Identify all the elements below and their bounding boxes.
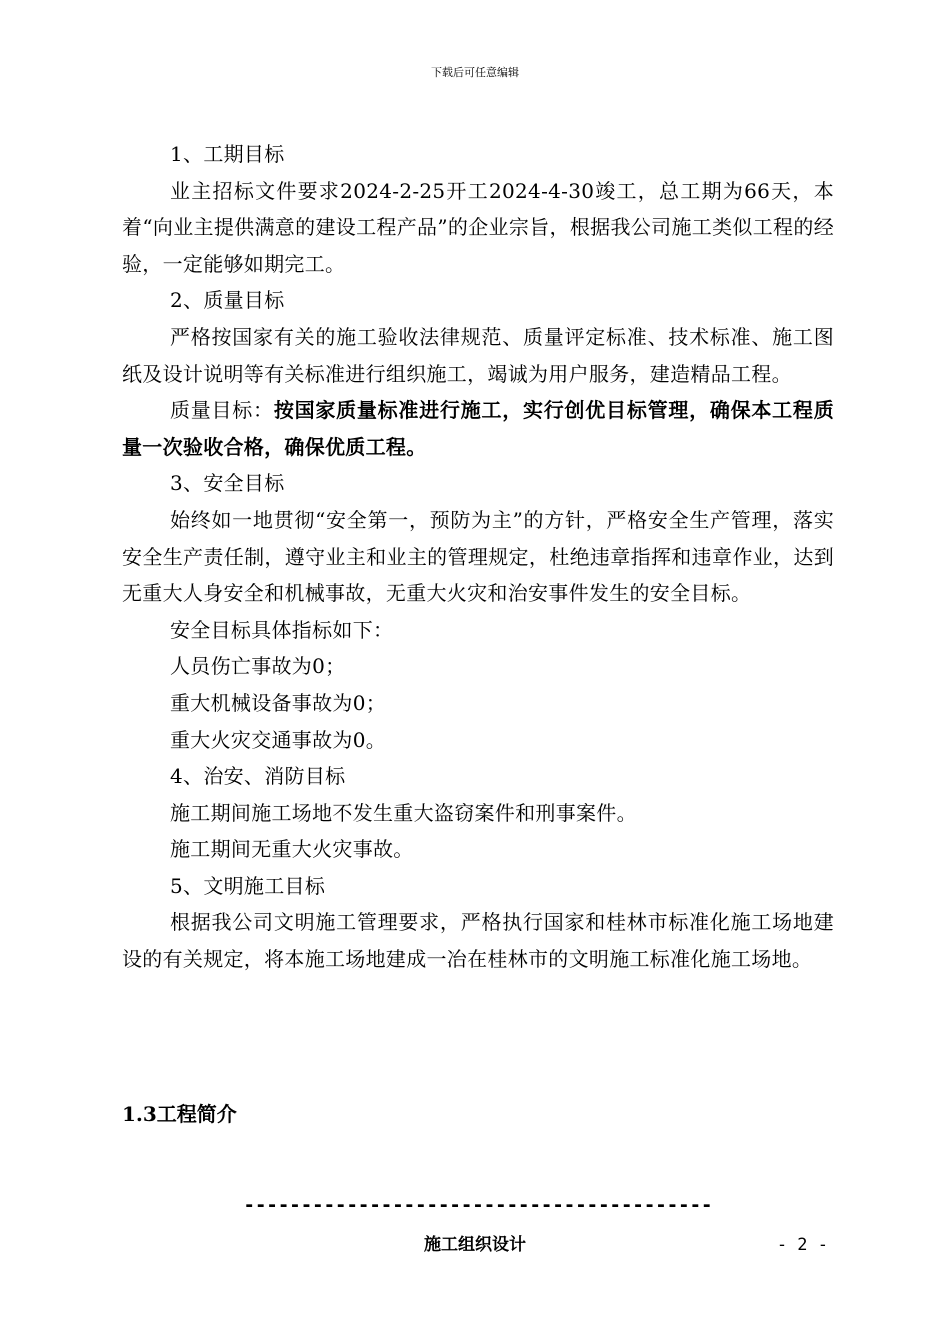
quality-goal-text: 严格按国家有关的施工验收法律规范、质量评定标准、技术标准、施工图纸及设计说明等有关标准进行组织施工，竭诚为用户服务，建造精品工程。 xyxy=(122,324,834,386)
civilized-construction-heading: 5、文明施工目标 xyxy=(170,873,326,898)
quality-goal-statement xyxy=(122,392,834,465)
safety-indicator-casualty: 人员伤亡事故为0； xyxy=(170,654,346,679)
safety-indicator-fire-traffic: 重大火灾交通事故为0。 xyxy=(170,727,387,752)
header-note: 下载后可任意编辑 xyxy=(431,66,519,79)
safety-indicator-machinery: 重大机械设备事故为0； xyxy=(170,690,387,715)
civilized-construction-text: 根据我公司文明施工管理要求，严格执行国家和桂林市标准化施工场地建设的有关规定，将本施工场地建成一冶在桂林市的文明施工标准化施工场地。 xyxy=(122,910,834,972)
document-body xyxy=(122,136,834,978)
page-number: - 2 - xyxy=(776,1235,828,1255)
footer-title: 施工组织设计 xyxy=(424,1235,526,1255)
security-goal-theft: 施工期间施工场地不发生重大盗窃案件和刑事案件。 xyxy=(170,800,637,825)
security-fire-goal-heading: 4、治安、消防目标 xyxy=(170,764,346,789)
footer-divider: ----------------------------------------- xyxy=(243,1194,713,1216)
schedule-goal-heading: 1、工期目标 xyxy=(170,142,285,166)
quality-goal-heading: 2、质量目标 xyxy=(170,288,285,313)
schedule-goal-text: 业主招标文件要求2024-2-25开工2024-4-30竣工，总工期为66天，本着“向业主提供满意的建设工程产品”的企业宗旨，根据我公司施工类似工程的经验，一定能够如期完工。 xyxy=(122,178,834,276)
section-title: 1.3工程简介 xyxy=(122,1102,237,1126)
quality-goal-label: 质量目标： xyxy=(170,398,274,423)
quality-goal-bold-text: 按国家质量标准进行施工，实行创优目标管理，确保本工程质量一次验收合格，确保优质工程。 xyxy=(122,398,834,459)
safety-goal-heading: 3、安全目标 xyxy=(170,471,285,496)
safety-goal-text: 始终如一地贯彻“安全第一，预防为主”的方针，严格安全生产管理，落实安全生产责任制，遵守业主和业主的管理规定，杜绝违章指挥和违章作业，达到无重大人身安全和机械事故，无重大火灾和治安事件发生的安全目标。 xyxy=(122,507,834,606)
security-goal-fire: 施工期间无重大火灾事故。 xyxy=(170,837,414,862)
safety-indicators-intro: 安全目标具体指标如下： xyxy=(170,617,394,642)
